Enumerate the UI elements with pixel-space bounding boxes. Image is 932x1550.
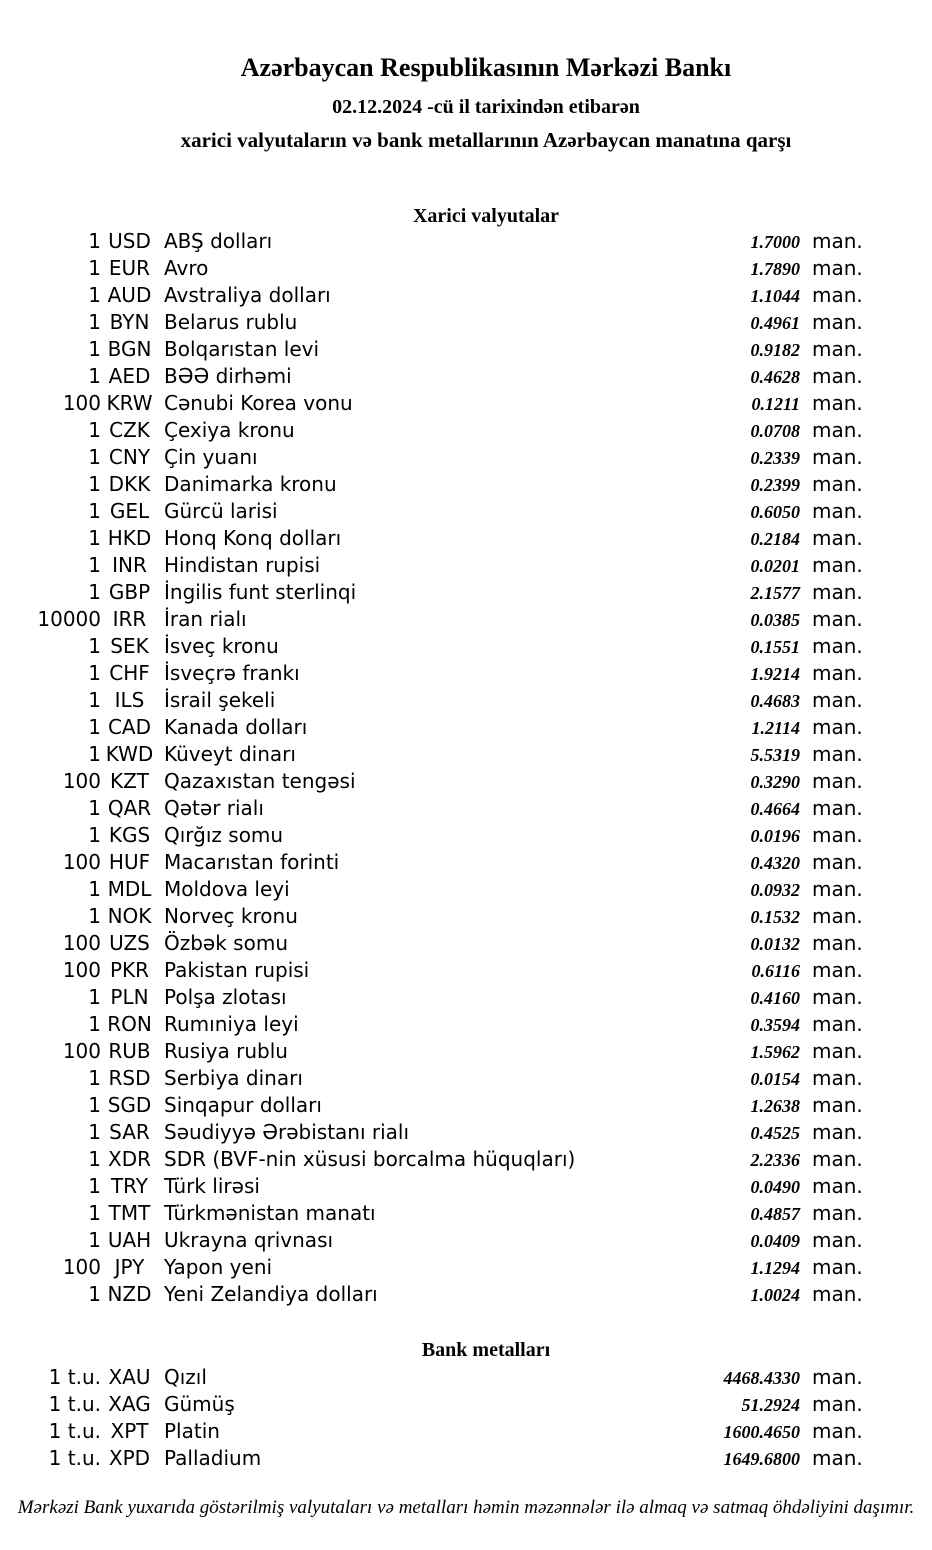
row-rate: 0.1532: [750, 907, 800, 927]
metal-row: [0, 1445, 862, 1472]
currency-row: [0, 660, 862, 687]
row-code: INR: [112, 553, 147, 577]
row-rate: 0.2339: [750, 448, 800, 468]
man-label: man.: [812, 796, 863, 820]
row-rate: 0.9182: [750, 340, 800, 360]
row-amount: 1: [88, 445, 101, 469]
row-rate: 0.6116: [751, 961, 800, 981]
row-code: KGS: [108, 823, 151, 847]
row-code: KWD: [105, 742, 154, 766]
row-code: PLN: [110, 985, 149, 1009]
section-heading-metals: Bank metalları: [421, 1339, 551, 1361]
row-amount: 100: [62, 958, 101, 982]
man-label: man.: [812, 823, 863, 847]
man-label: man.: [812, 1174, 863, 1198]
row-name: Yeni Zelandiya dolları: [164, 1282, 378, 1306]
row-amount: 1: [88, 310, 101, 334]
row-name: Hindistan rupisi: [164, 553, 321, 577]
currency-row: [0, 363, 862, 390]
man-label: man.: [812, 310, 863, 334]
row-code: BYN: [109, 310, 150, 334]
row-amount: 1: [88, 418, 101, 442]
row-name: Serbiya dinarı: [164, 1066, 303, 1090]
currency-row: [0, 633, 862, 660]
currency-row: [0, 768, 862, 795]
row-rate: 0.4160: [750, 988, 800, 1008]
currency-row: [0, 687, 862, 714]
man-label: man.: [812, 391, 863, 415]
currency-row: [0, 417, 862, 444]
currency-row: [0, 1065, 862, 1092]
row-code: AED: [108, 364, 151, 388]
row-code: AUD: [107, 283, 152, 307]
row-amount: 1: [88, 499, 101, 523]
metal-row: [0, 1418, 862, 1445]
row-name: Çin yuanı: [164, 445, 258, 469]
row-amount: 1: [88, 634, 101, 658]
row-name: Belarus rublu: [164, 310, 298, 334]
row-amount: 1 t.u.: [48, 1446, 101, 1470]
page-title: Azərbaycan Respublikasının Mərkəzi Bankı: [240, 53, 732, 82]
row-rate: 0.4857: [750, 1204, 800, 1224]
date-line: 02.12.2024 -cü il tarixindən etibarən: [332, 96, 640, 118]
row-amount: 1: [88, 1201, 101, 1225]
currency-row: [0, 444, 862, 471]
row-code: XPT: [110, 1419, 149, 1443]
row-code: GEL: [109, 499, 150, 523]
man-label: man.: [812, 1365, 863, 1389]
currency-row: [0, 1092, 862, 1119]
currency-row: [0, 471, 862, 498]
row-amount: 1: [88, 553, 101, 577]
man-label: man.: [812, 850, 863, 874]
row-amount: 100: [62, 931, 101, 955]
row-amount: 100: [62, 1039, 101, 1063]
row-name: Səudiyyə Ərəbistanı rialı: [164, 1120, 410, 1144]
man-label: man.: [812, 364, 863, 388]
row-name: Rusiya rublu: [164, 1039, 288, 1063]
currency-row: [0, 498, 862, 525]
row-name: Türkmənistan manatı: [164, 1201, 376, 1225]
row-code: QAR: [107, 796, 152, 820]
row-amount: 1 t.u.: [48, 1365, 101, 1389]
man-label: man.: [812, 526, 863, 550]
row-code: TMT: [108, 1201, 151, 1225]
row-amount: 1: [88, 1174, 101, 1198]
row-name: İsrail şekeli: [164, 688, 276, 712]
row-amount: 1: [88, 1093, 101, 1117]
row-name: Gürcü larisi: [164, 499, 278, 523]
row-amount: 1: [88, 661, 101, 685]
row-code: JPY: [114, 1255, 145, 1279]
row-amount: 1 t.u.: [48, 1419, 101, 1443]
row-rate: 0.0708: [750, 421, 800, 441]
row-code: XAG: [108, 1392, 151, 1416]
metal-row: [0, 1364, 862, 1391]
row-amount: 1: [88, 1282, 101, 1306]
man-label: man.: [812, 499, 863, 523]
row-amount: 100: [62, 391, 101, 415]
row-rate: 0.3594: [750, 1015, 800, 1035]
man-label: man.: [812, 1392, 863, 1416]
row-name: İsveçrə frankı: [164, 661, 300, 685]
row-amount: 1: [88, 742, 101, 766]
row-code: RSD: [108, 1066, 151, 1090]
row-code: DKK: [108, 472, 151, 496]
row-code: UZS: [109, 931, 150, 955]
currency-row: [0, 741, 862, 768]
row-rate: 0.6050: [750, 502, 800, 522]
row-rate: 1.1294: [750, 1258, 800, 1278]
row-amount: 1: [88, 1066, 101, 1090]
row-rate: 0.0201: [750, 556, 800, 576]
currency-row: [0, 795, 862, 822]
row-code: CAD: [107, 715, 152, 739]
row-amount: 1: [88, 823, 101, 847]
row-amount: 1: [88, 229, 101, 253]
row-rate: 0.4683: [750, 691, 800, 711]
row-name: Norveç kronu: [164, 904, 298, 928]
row-rate: 1.9214: [750, 664, 800, 684]
row-amount: 1: [88, 1147, 101, 1171]
currency-row: [0, 984, 862, 1011]
row-rate: 0.4664: [750, 799, 800, 819]
row-rate: 1.7890: [750, 259, 800, 279]
row-name: Türk lirəsi: [164, 1174, 260, 1198]
row-rate: 1.2638: [750, 1096, 800, 1116]
man-label: man.: [812, 742, 863, 766]
row-rate: 0.0154: [750, 1069, 800, 1089]
currency-row: [0, 255, 862, 282]
currency-row: [0, 552, 862, 579]
man-label: man.: [812, 1039, 863, 1063]
row-name: Ukrayna qrivnası: [164, 1228, 334, 1252]
row-amount: 1: [88, 877, 101, 901]
man-label: man.: [812, 283, 863, 307]
row-rate: 0.0490: [750, 1177, 800, 1197]
man-label: man.: [812, 1201, 863, 1225]
row-amount: 1: [88, 283, 101, 307]
man-label: man.: [812, 661, 863, 685]
row-rate: 1.5962: [750, 1042, 800, 1062]
currency-row: [0, 1011, 862, 1038]
row-code: SAR: [109, 1120, 150, 1144]
man-label: man.: [812, 1282, 863, 1306]
currency-row: [0, 1146, 862, 1173]
man-label: man.: [812, 256, 863, 280]
row-name: Gümüş: [164, 1392, 235, 1416]
man-label: man.: [812, 580, 863, 604]
row-rate: 1649.6800: [723, 1449, 800, 1469]
man-label: man.: [812, 607, 863, 631]
currency-row: [0, 714, 862, 741]
row-rate: 0.0385: [750, 610, 800, 630]
currency-row: [0, 903, 862, 930]
currency-row: [0, 1173, 862, 1200]
row-name: İsveç kronu: [164, 634, 279, 658]
row-rate: 1.7000: [750, 232, 800, 252]
row-name: İran rialı: [164, 607, 247, 631]
row-code: USD: [108, 229, 151, 253]
row-code: HKD: [107, 526, 152, 550]
row-rate: 5.5319: [750, 745, 800, 765]
row-amount: 1: [88, 580, 101, 604]
row-name: Pakistan rupisi: [164, 958, 310, 982]
row-rate: 2.2336: [750, 1150, 800, 1170]
row-rate: 0.4961: [750, 313, 800, 333]
section-heading-currencies: Xarici valyutalar: [412, 205, 560, 227]
man-label: man.: [812, 931, 863, 955]
currency-row: [0, 1200, 862, 1227]
row-amount: 10000: [37, 607, 101, 631]
row-amount: 1: [88, 337, 101, 361]
row-code: TRY: [110, 1174, 149, 1198]
row-code: RON: [107, 1012, 152, 1036]
row-rate: 0.4525: [750, 1123, 800, 1143]
row-rate: 0.2399: [750, 475, 800, 495]
row-rate: 0.2184: [750, 529, 800, 549]
row-rate: 2.1577: [750, 583, 800, 603]
currency-row: [0, 1254, 862, 1281]
row-code: KZT: [109, 769, 150, 793]
subtitle: xarici valyutaların və bank metallarının Azərbaycan manatına qarşı: [180, 128, 792, 152]
row-amount: 1: [88, 364, 101, 388]
man-label: man.: [812, 1093, 863, 1117]
row-code: XPD: [108, 1446, 151, 1470]
row-code: GBP: [108, 580, 151, 604]
currency-row: [0, 228, 862, 255]
row-name: Sinqapur dolları: [164, 1093, 322, 1117]
row-code: CHF: [109, 661, 150, 685]
row-amount: 1: [88, 526, 101, 550]
row-code: SGD: [107, 1093, 152, 1117]
row-name: Çexiya kronu: [164, 418, 295, 442]
currency-row: [0, 1227, 862, 1254]
currency-row: [0, 957, 862, 984]
currency-row: [0, 1119, 862, 1146]
row-rate: 0.0132: [750, 934, 800, 954]
currency-row: [0, 1281, 862, 1308]
row-code: CNY: [108, 445, 151, 469]
currency-row: [0, 525, 862, 552]
row-amount: 1: [88, 256, 101, 280]
man-label: man.: [812, 1446, 863, 1470]
man-label: man.: [812, 445, 863, 469]
row-rate: 0.4628: [750, 367, 800, 387]
currency-row: [0, 390, 862, 417]
row-code: MDL: [107, 877, 152, 901]
row-rate: 1.0024: [750, 1285, 800, 1305]
metal-table: [0, 1364, 862, 1472]
row-name: Kanada dolları: [164, 715, 308, 739]
row-amount: 1: [88, 715, 101, 739]
currency-row: [0, 876, 862, 903]
row-rate: 0.0409: [750, 1231, 800, 1251]
man-label: man.: [812, 985, 863, 1009]
footer-note: Mərkəzi Bank yuxarıda göstərilmiş valyutaları və metalları həmin məzənnələr ilə almaq və satmaq öhdəliyini daşımır.: [17, 1497, 915, 1518]
row-code: NOK: [107, 904, 152, 928]
man-label: man.: [812, 715, 863, 739]
row-rate: 0.0932: [750, 880, 800, 900]
row-name: Qızıl: [164, 1365, 207, 1389]
man-label: man.: [812, 1120, 863, 1144]
row-rate: 0.1211: [751, 394, 800, 414]
row-name: Qətər rialı: [164, 796, 264, 820]
man-label: man.: [812, 1419, 863, 1443]
row-name: Özbək somu: [164, 931, 288, 955]
row-name: Polşa zlotası: [164, 985, 287, 1009]
row-rate: 1.2114: [751, 718, 800, 738]
row-code: UAH: [107, 1228, 152, 1252]
row-code: IRR: [112, 607, 147, 631]
row-amount: 100: [62, 769, 101, 793]
man-label: man.: [812, 472, 863, 496]
currency-row: [0, 309, 862, 336]
man-label: man.: [812, 904, 863, 928]
currency-table: [0, 228, 862, 1308]
row-name: Avro: [164, 256, 209, 280]
currency-row: [0, 849, 862, 876]
row-rate: 0.3290: [750, 772, 800, 792]
currency-row: [0, 1038, 862, 1065]
currency-row: [0, 336, 862, 363]
man-label: man.: [812, 553, 863, 577]
row-amount: 1: [88, 1120, 101, 1144]
row-amount: 1: [88, 985, 101, 1009]
man-label: man.: [812, 337, 863, 361]
man-label: man.: [812, 958, 863, 982]
row-name: Cənubi Korea vonu: [164, 391, 353, 415]
row-name: Küveyt dinarı: [164, 742, 296, 766]
row-name: Macarıstan forinti: [164, 850, 340, 874]
row-code: PKR: [109, 958, 150, 982]
row-code: BGN: [107, 337, 152, 361]
metal-row: [0, 1391, 862, 1418]
row-code: KRW: [106, 391, 153, 415]
row-name: Platin: [164, 1419, 220, 1443]
row-code: XAU: [108, 1365, 151, 1389]
row-name: ABŞ dolları: [164, 229, 273, 253]
row-amount: 1: [88, 1012, 101, 1036]
row-code: EUR: [108, 256, 151, 280]
row-name: Bolqarıstan levi: [164, 337, 320, 361]
row-name: Honq Konq dolları: [164, 526, 342, 550]
currency-row: [0, 579, 862, 606]
currency-row: [0, 930, 862, 957]
row-name: Danimarka kronu: [164, 472, 337, 496]
row-amount: 1: [88, 1228, 101, 1252]
row-name: İngilis funt sterlinqi: [164, 580, 357, 604]
man-label: man.: [812, 1012, 863, 1036]
man-label: man.: [812, 1255, 863, 1279]
man-label: man.: [812, 1147, 863, 1171]
row-rate: 4468.4330: [723, 1368, 800, 1388]
row-amount: 100: [62, 1255, 101, 1279]
row-code: ILS: [114, 688, 145, 712]
row-amount: 1: [88, 904, 101, 928]
row-rate: 1600.4650: [723, 1422, 800, 1442]
row-rate: 0.0196: [750, 826, 800, 846]
row-code: CZK: [109, 418, 150, 442]
row-name: Yapon yeni: [164, 1255, 273, 1279]
row-code: RUB: [108, 1039, 151, 1063]
man-label: man.: [812, 769, 863, 793]
row-code: HUF: [108, 850, 151, 874]
row-rate: 0.4320: [750, 853, 800, 873]
row-name: Rumıniya leyi: [164, 1012, 299, 1036]
man-label: man.: [812, 1066, 863, 1090]
row-amount: 100: [62, 850, 101, 874]
currency-row: [0, 822, 862, 849]
row-rate: 1.1044: [750, 286, 800, 306]
row-name: Qırğız somu: [164, 823, 284, 847]
man-label: man.: [812, 634, 863, 658]
man-label: man.: [812, 877, 863, 901]
row-name: Palladium: [164, 1446, 262, 1470]
row-name: Moldova leyi: [164, 877, 290, 901]
man-label: man.: [812, 1228, 863, 1252]
man-label: man.: [812, 688, 863, 712]
man-label: man.: [812, 229, 863, 253]
currency-row: [0, 606, 862, 633]
row-amount: 1 t.u.: [48, 1392, 101, 1416]
row-name: Qazaxıstan tengəsi: [164, 769, 356, 793]
row-code: XDR: [108, 1147, 151, 1171]
row-amount: 1: [88, 796, 101, 820]
row-name: Avstraliya dolları: [164, 283, 331, 307]
row-code: NZD: [107, 1282, 152, 1306]
row-amount: 1: [88, 472, 101, 496]
row-amount: 1: [88, 688, 101, 712]
row-rate: 51.2924: [741, 1395, 800, 1415]
row-name: SDR (BVF-nin xüsusi borcalma hüquqları): [164, 1147, 576, 1171]
man-label: man.: [812, 418, 863, 442]
currency-row: [0, 282, 862, 309]
row-code: SEK: [110, 634, 149, 658]
row-rate: 0.1551: [750, 637, 800, 657]
row-name: BƏƏ dirhəmi: [164, 364, 292, 388]
